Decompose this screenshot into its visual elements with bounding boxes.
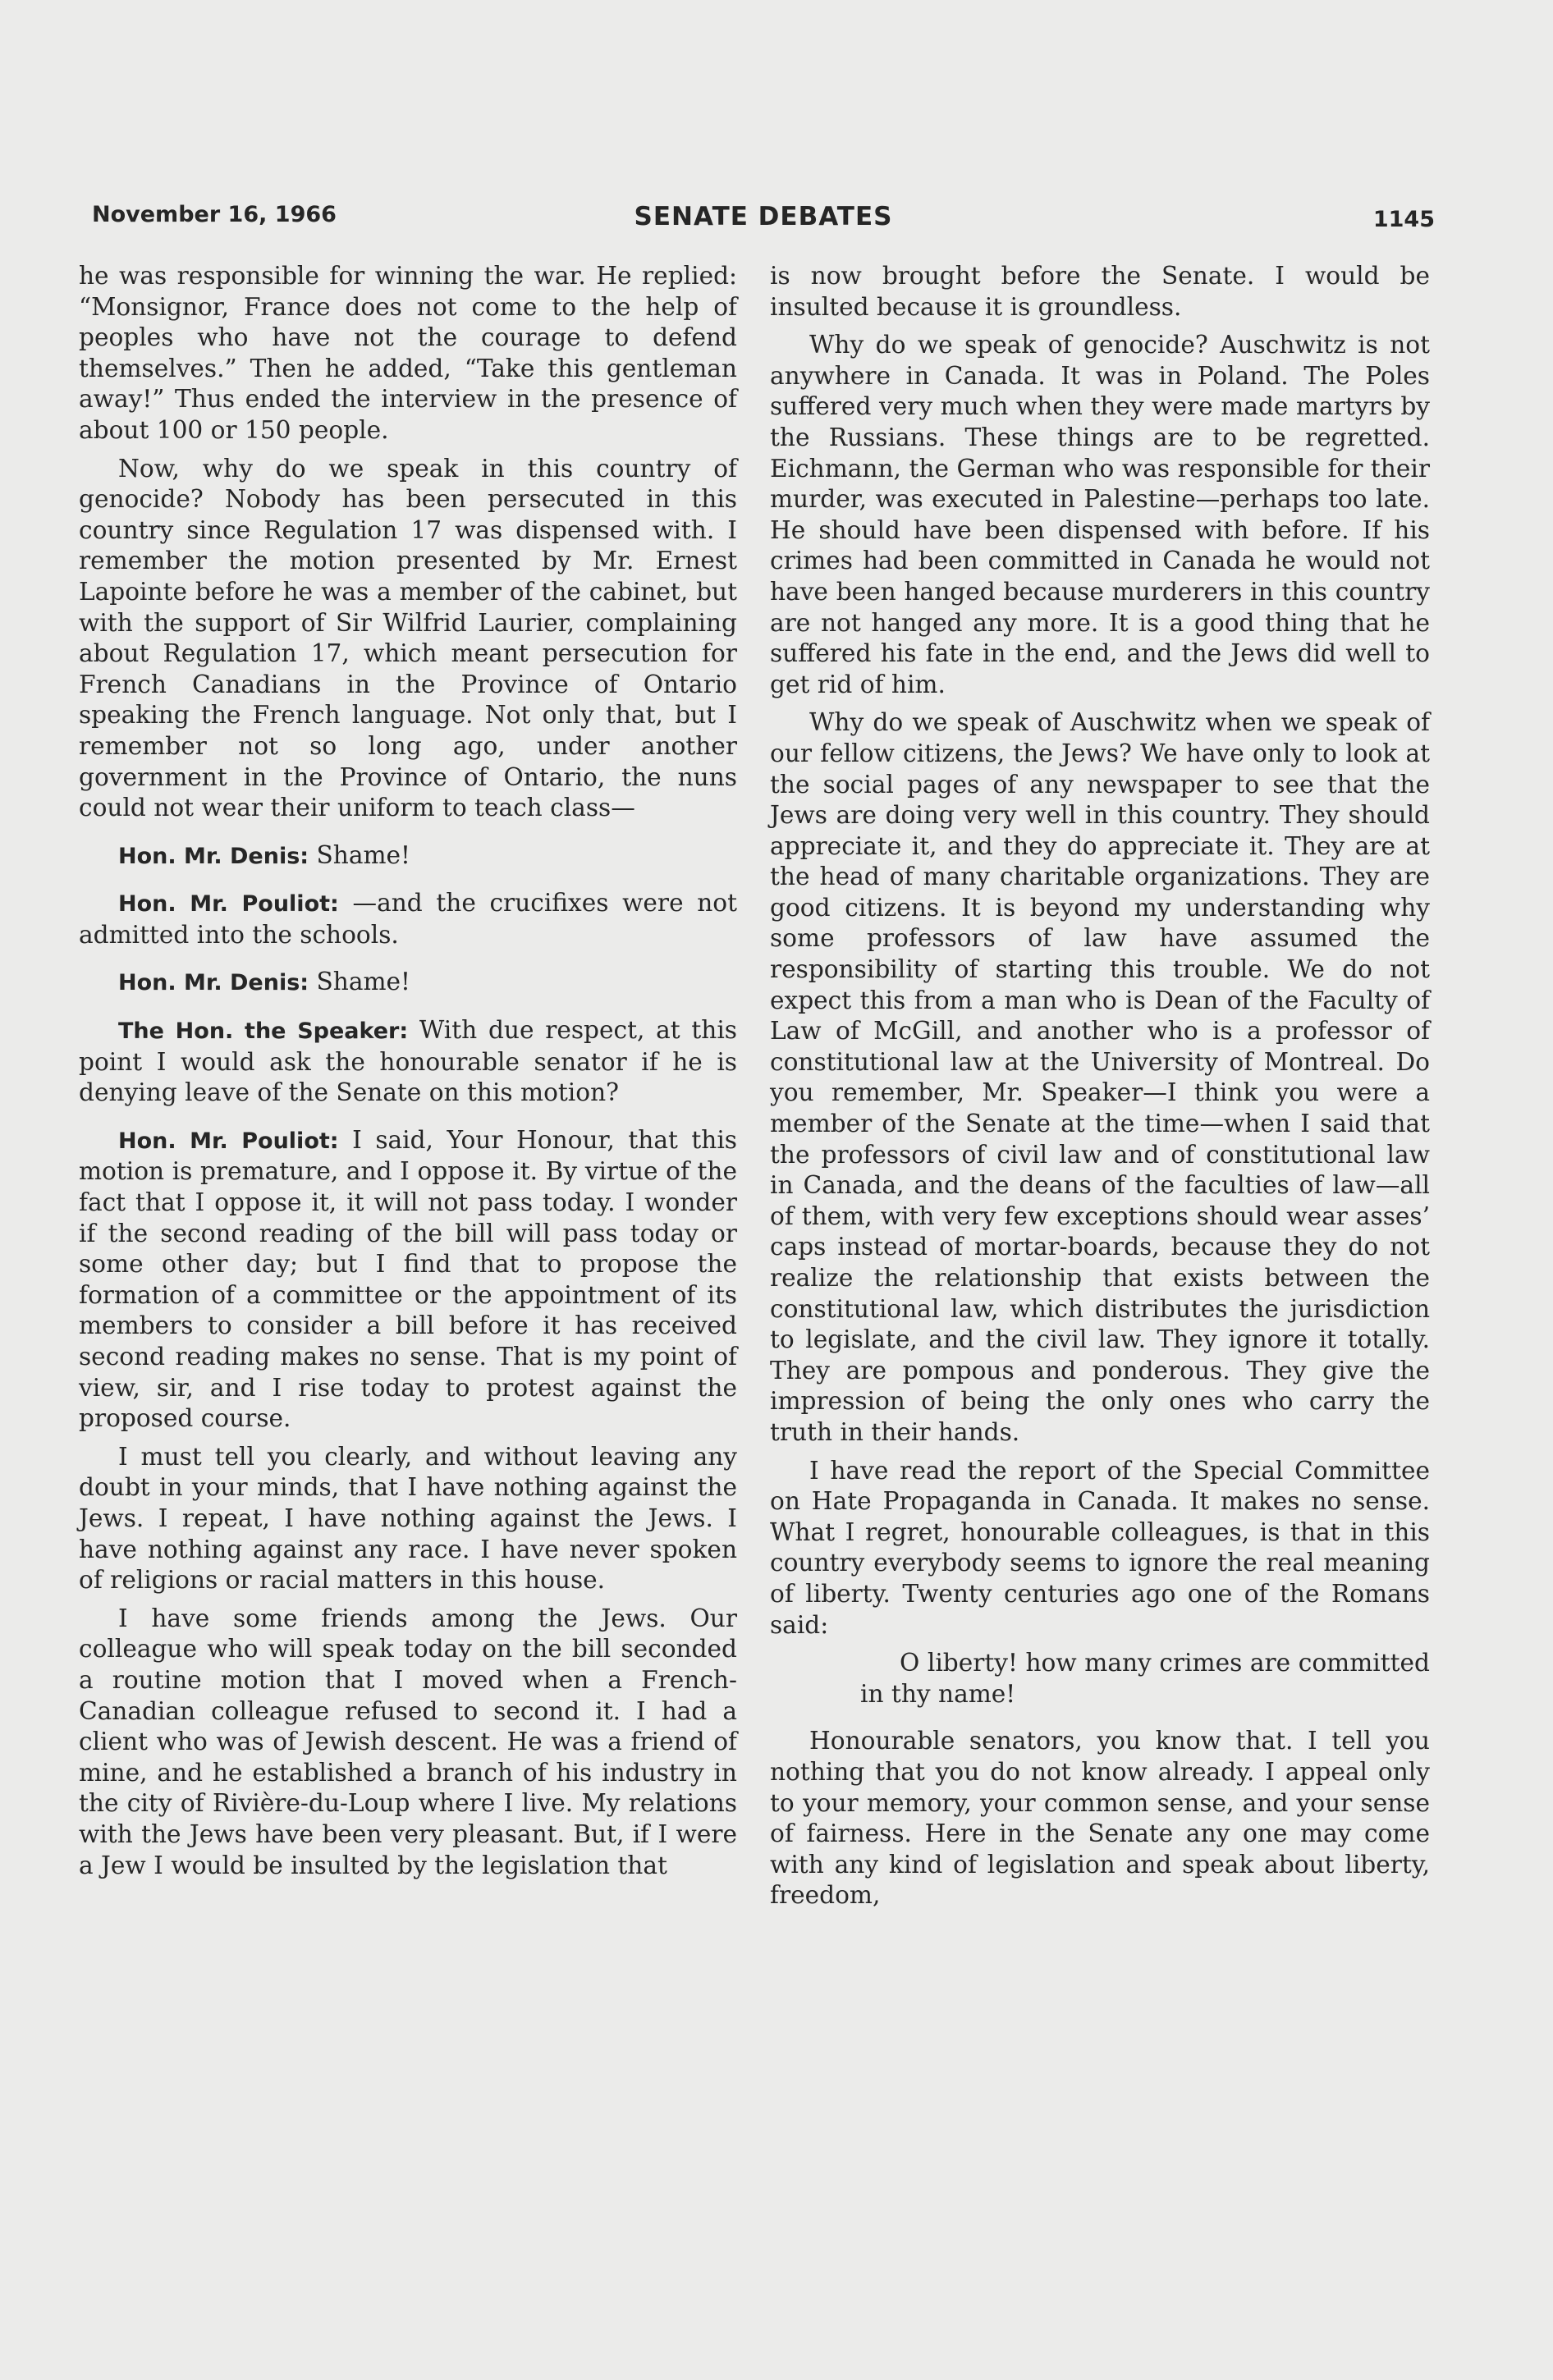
paragraph: I have some friends among the Jews. Our colleague who will speak today on the bill seconded a routine motion that I moved when a French-Canadian colleague refused to second it. I had a client who was of Jewish descent. He was a friend of mine, and he established a branch of his industry in the city of Rivière-du-Loup where I live. My relations with the Jews have been very pleasant. But, if I were a Jew I would be insulted by the legislation that xyxy=(79,1604,737,1879)
header-page-number: 1145 xyxy=(1372,207,1435,232)
speech-text: Shame! xyxy=(309,968,410,996)
speaker-name: The Hon. the Speaker: xyxy=(118,1018,409,1045)
speech-text: With due respect, at this point I would ask the honourable senator if he is denying leave of the Senate on this motion? xyxy=(79,1016,737,1107)
speech-pouliot-1 xyxy=(79,888,737,950)
speaker-name: Hon. Mr. Pouliot: xyxy=(118,891,339,918)
paragraph: I must tell you clearly, and without leaving any doubt in your minds, that I have nothing against the Jews. I repeat, I have nothing against the Jews. I have nothing against any race. I have never spoken of religions or racial matters in this house. xyxy=(79,1442,737,1595)
speech-text: I said, Your Honour, that this motion is premature, and I oppose it. By virtue of the fact that I oppose it, it will not pass today. I wonder if the second reading of the bill will pass today or some other day; but I find that to propose the formation of a committee or the appointment of its members to consider a bill before it has received second reading makes no sense. That is my point of view, sir, and I rise today to protest against the proposed course. xyxy=(79,1125,737,1433)
header-title: SENATE DEBATES xyxy=(634,202,893,231)
speech-denis-2 xyxy=(79,967,737,999)
block-quote: O liberty! how many crimes are committed in thy name! xyxy=(860,1649,1430,1708)
speech-speaker xyxy=(79,1015,737,1109)
speech-denis-1 xyxy=(79,840,737,872)
speech-text: —and the crucifixes were not admitted into the schools. xyxy=(79,889,737,949)
speaker-name: Hon. Mr. Denis: xyxy=(118,970,309,996)
speaker-name: Hon. Mr. Pouliot: xyxy=(118,1128,339,1154)
speech-text: Shame! xyxy=(309,840,410,869)
speech-pouliot-2 xyxy=(79,1125,737,1435)
paragraph: Why do we speak of genocide? Auschwitz is not anywhere in Canada. It was in Poland. The Poles suffered very much when they were made martyrs by the Russians. These things are to be regretted. Eichmann, the German who was responsible for their murder, was executed in Palestine—perhaps too late. He should have been dispensed with before. If his crimes had been committed in Canada he would not have been hanged because murderers in this country are not hanged any more. It is a good thing that he suffered his fate in the end, and the Jews did well to get rid of him. xyxy=(770,331,1430,698)
page-header xyxy=(92,197,1435,238)
right-column xyxy=(770,261,1430,1919)
paragraph: Now, why do we speak in this country of genocide? Nobody has been persecuted in this country since Regulation 17 was dispensed with. I remember the motion presented by Mr. Ernest Lapointe before he was a member of the cabinet, but with the support of Sir Wilfrid Laurier, complaining about Regulation 17, which meant persecution for French Canadians in the Province of Ontario speaking the French language. Not only that, but I remember not so long ago, under another government in the Province of Ontario, the nuns could not wear their uniform to teach class— xyxy=(79,454,737,822)
paragraph: Why do we speak of Auschwitz when we speak of our fellow citizens, the Jews? We have only to look at the social pages of any newspaper to see that the Jews are doing very well in this country. They should appreciate it, and they do appreciate it. They are at the head of many charitable organizations. They are good citizens. It is beyond my understanding why some professors of law have assumed the responsibility of starting this trouble. We do not expect this from a man who is Dean of the Faculty of Law of McGill, and another who is a professor of constitutional law at the University of Montreal. Do you remember, Mr. Speaker—I think you were a member of the Senate at the time—when I said that the professors of civil law and of constitutional law in Canada, and the deans of the faculties of law—all of them, with very few exceptions should wear asses’ caps instead of mortar-boards, because they do not realize the relationship that exists between the constitutional law, which distributes the jurisdiction to legislate, and the civil law. They ignore it totally. They are pompous and ponderous. They give the impression of being the only ones who carry the truth in their hands. xyxy=(770,708,1430,1446)
paragraph: Honourable senators, you know that. I tell you nothing that you do not know already. I appeal only to your memory, your common sense, and your sense of fairness. Here in the Senate any one may come with any kind of legislation and speak about liberty, freedom, xyxy=(770,1727,1430,1910)
paragraph: he was responsible for winning the war. He replied: “Monsignor, France does not come to the help of peoples who have not the courage to defend themselves.” Then he added, “Take this gentleman away!” Thus ended the interview in the presence of about 100 or 150 people. xyxy=(79,262,737,444)
speaker-name: Hon. Mr. Denis: xyxy=(118,843,309,869)
paragraph: is now brought before the Senate. I would be insulted because it is groundless. xyxy=(770,262,1430,321)
header-date: November 16, 1966 xyxy=(92,202,337,227)
left-column xyxy=(79,261,737,1888)
paragraph: I have read the report of the Special Committee on Hate Propaganda in Canada. It makes no sense. What I regret, honourable colleagues, is that in this country everybody seems to ignore the real meaning of liberty. Twenty centuries ago one of the Romans said: xyxy=(770,1456,1430,1639)
